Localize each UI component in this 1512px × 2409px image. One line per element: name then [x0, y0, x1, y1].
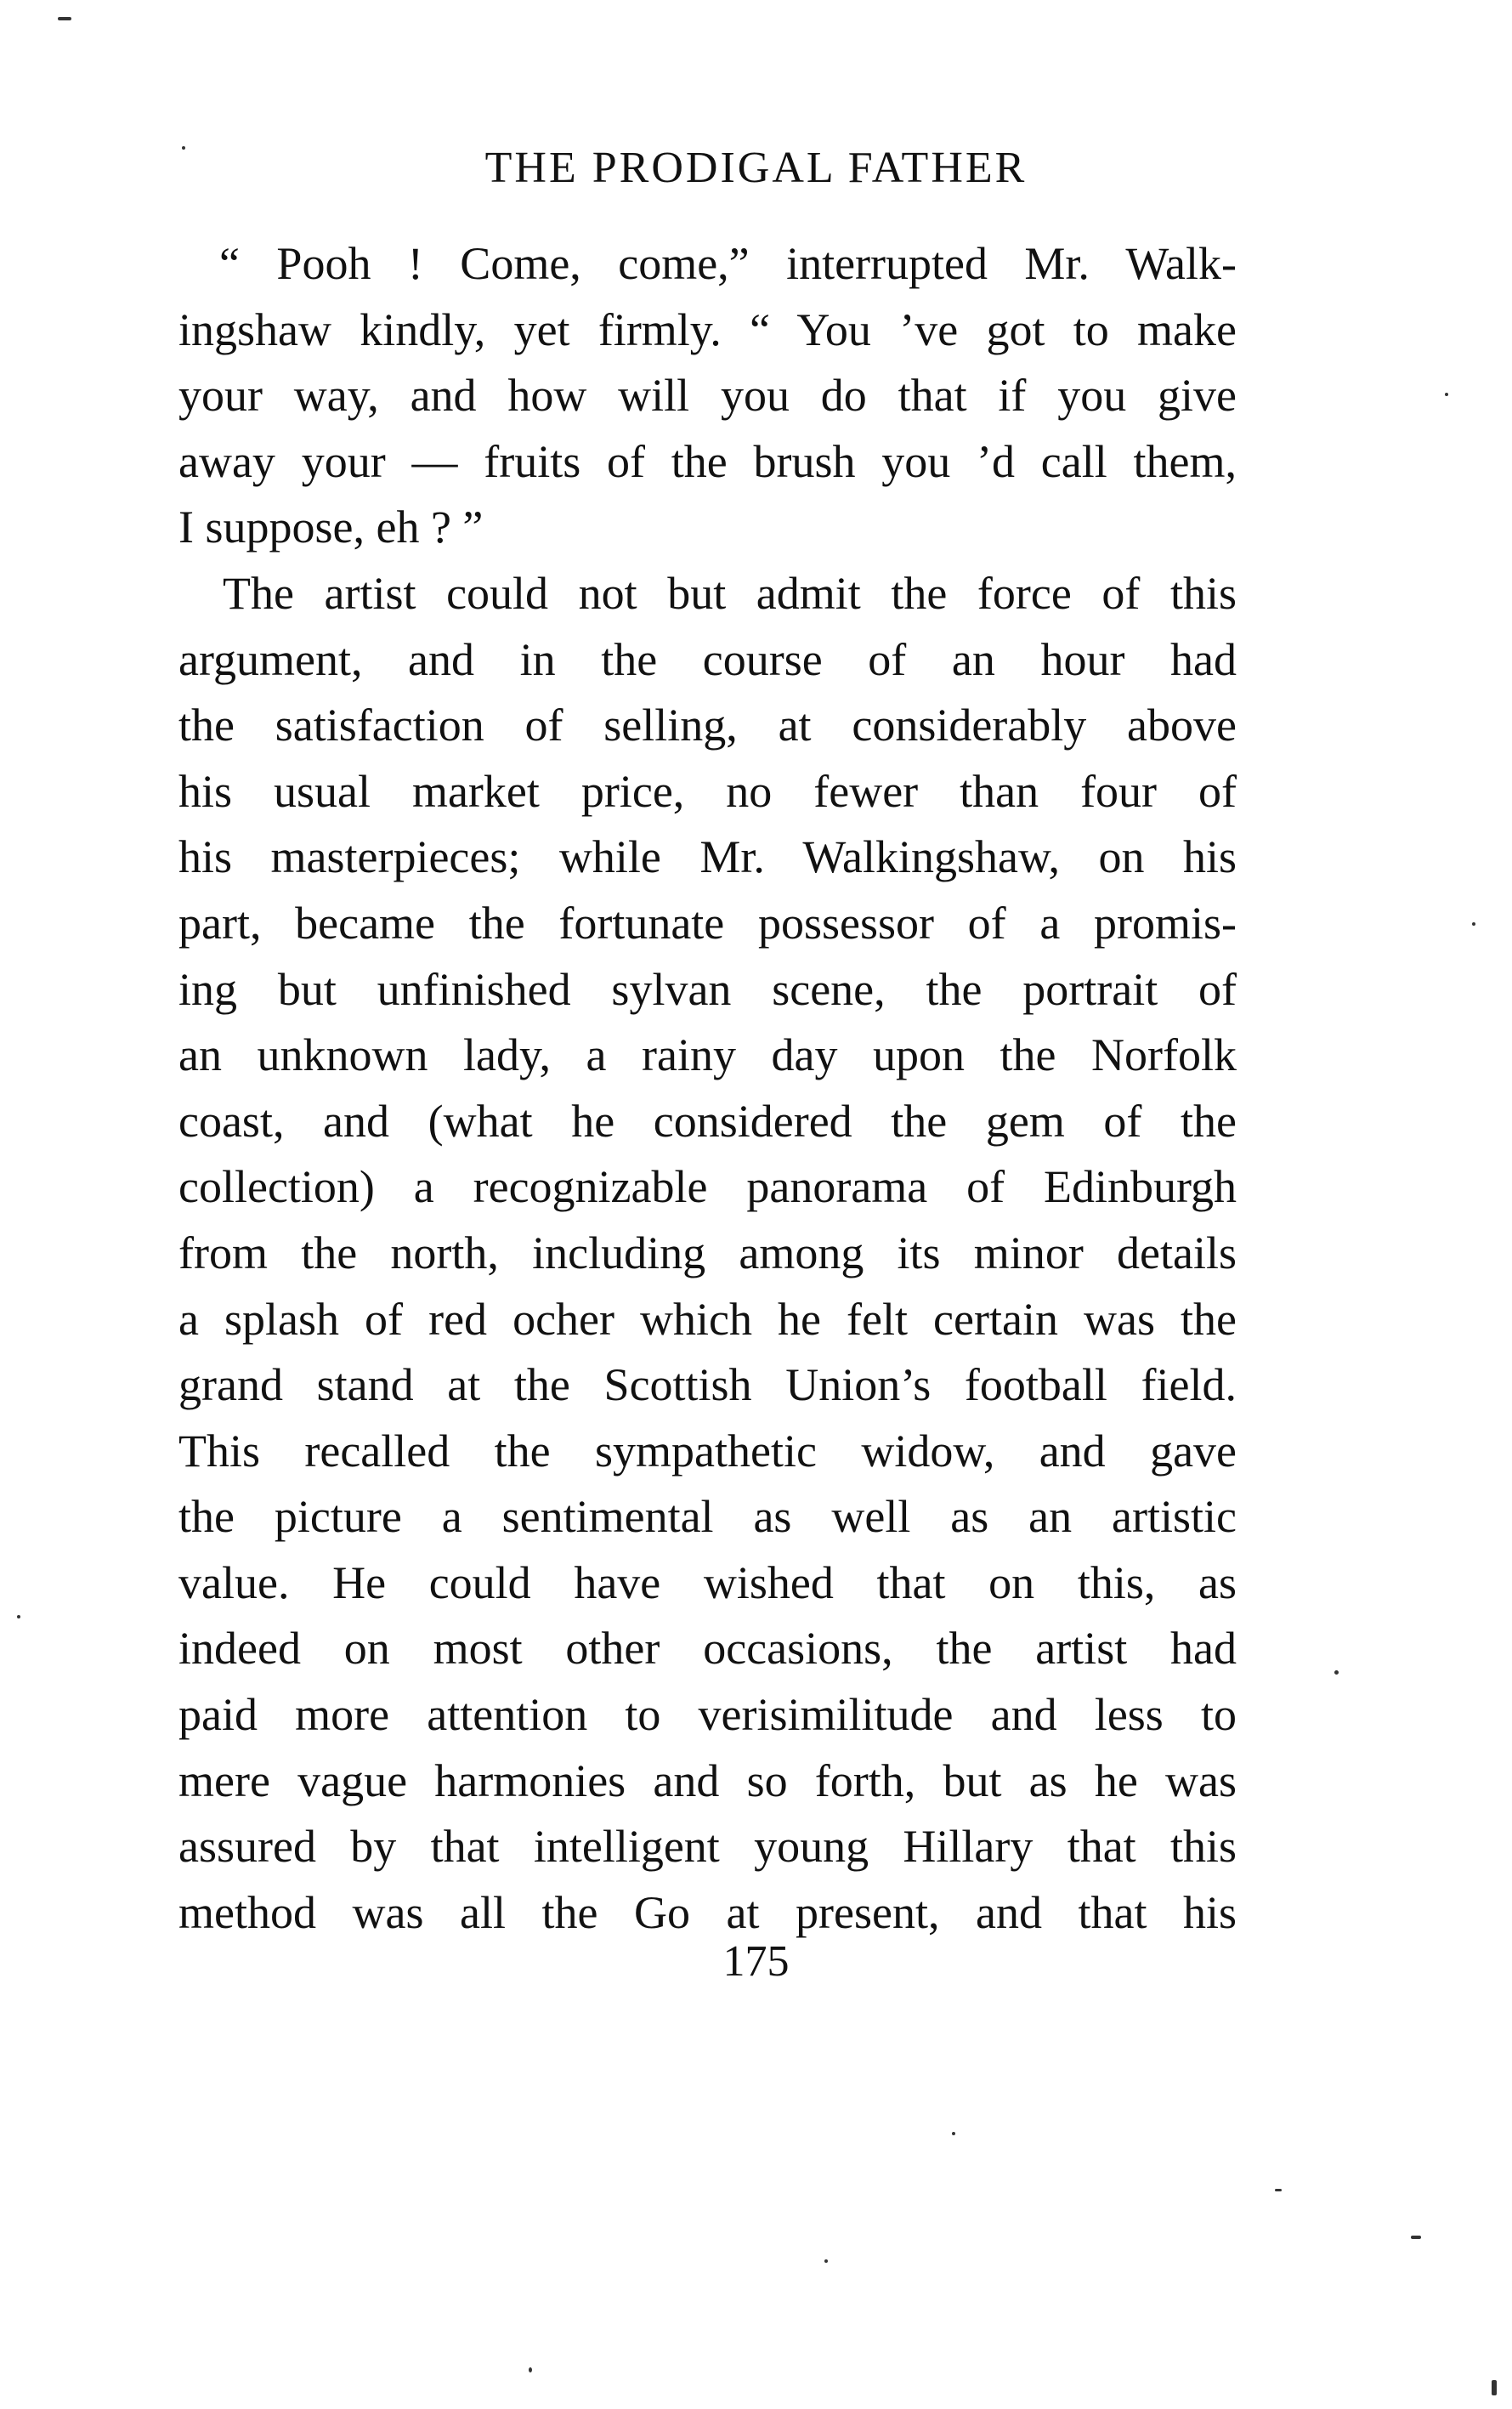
text-line: I suppose, eh ? ” — [178, 502, 484, 553]
text-line: from the north, including among its minor details — [178, 1227, 1237, 1278]
scan-speck — [1445, 393, 1448, 396]
page-number: 175 — [722, 1937, 790, 1986]
scan-speck — [182, 146, 185, 150]
scan-speck — [1275, 2189, 1282, 2191]
text-line: an unknown lady, a rainy day upon the Norfolk — [178, 1029, 1237, 1081]
text-line: part, became the fortunate possessor of a promis- — [178, 897, 1237, 949]
text-line: coast, and (what he considered the gem of the — [178, 1095, 1237, 1147]
text-line: ing but unfinished sylvan scene, the portrait of — [178, 963, 1237, 1015]
scan-speck — [1492, 2380, 1497, 2395]
text-line: mere vague harmonies and so forth, but as he was — [178, 1754, 1237, 1806]
text-line: paid more attention to verisimilitude and less to — [178, 1689, 1237, 1741]
text-line: assured by that intelligent young Hillary that this — [178, 1821, 1237, 1873]
scan-speck — [1472, 922, 1475, 926]
text-line: grand stand at the Scottish Union’s football field. — [178, 1359, 1237, 1411]
text-line: argument, and in the course of an hour had — [178, 633, 1237, 685]
text-line: “ Pooh ! Come, come,” interrupted Mr. Walk- — [219, 238, 1237, 289]
text-line: away your — fruits of the brush you ’d call them, — [178, 435, 1237, 487]
text-line: value. He could have wished that on this, as — [178, 1556, 1237, 1608]
scan-speck — [1334, 1670, 1339, 1675]
text-line: the satisfaction of selling, at considerably above — [178, 700, 1237, 751]
scan-speck — [824, 2259, 828, 2263]
text-line: The artist could not but admit the force of this — [223, 567, 1237, 619]
text-line: indeed on most other occasions, the artist had — [178, 1623, 1237, 1675]
scan-speck — [529, 2367, 532, 2372]
body-text — [178, 231, 1237, 1946]
text-line: the picture a sentimental as well as an artistic — [178, 1491, 1237, 1543]
text-line: your way, and how will you do that if you give — [178, 370, 1237, 422]
scan-speck — [952, 2132, 955, 2135]
scan-speck — [17, 1615, 20, 1618]
scan-speck — [58, 17, 71, 20]
scan-speck — [1411, 2236, 1421, 2239]
text-line: a splash of red ocher which he felt certain was the — [178, 1293, 1237, 1345]
text-line: method was all the Go at present, and that his — [178, 1886, 1237, 1938]
text-line: his masterpieces; while Mr. Walkingshaw, on his — [178, 831, 1237, 883]
text-line: his usual market price, no fewer than four of — [178, 765, 1237, 817]
text-line: collection) a recognizable panorama of Edinburgh — [178, 1161, 1237, 1213]
text-line: ingshaw kindly, yet firmly. “ You ’ve got to make — [178, 303, 1237, 355]
running-head: THE PRODIGAL FATHER — [484, 144, 1028, 192]
text-line: This recalled the sympathetic widow, and gave — [178, 1425, 1237, 1477]
